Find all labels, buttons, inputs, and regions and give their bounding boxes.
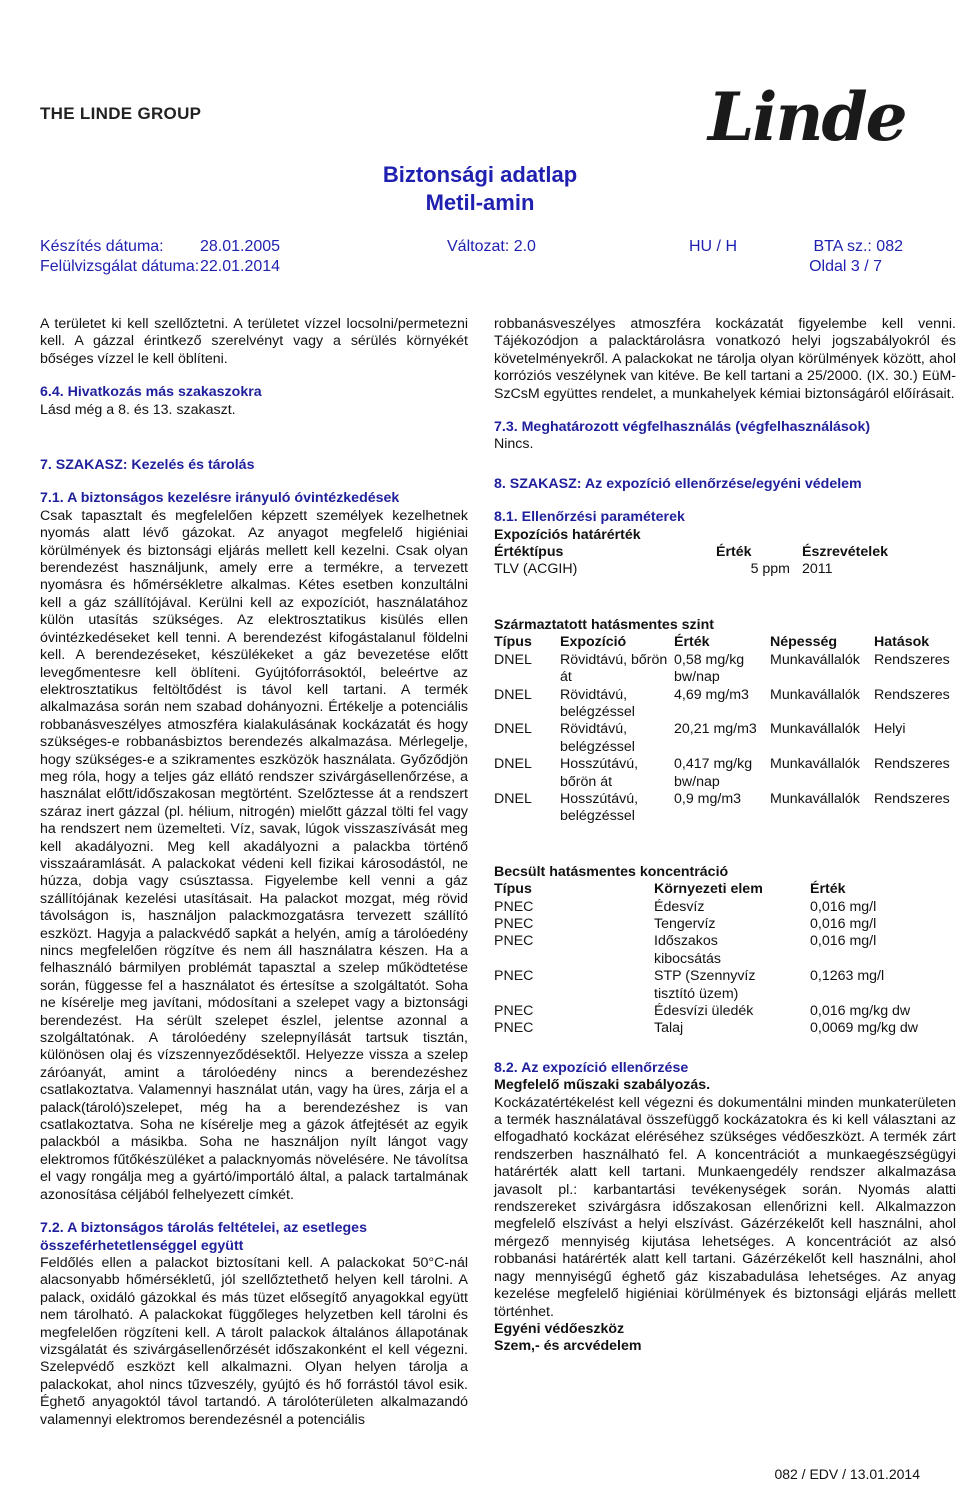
- dnel-table: [494, 634, 954, 825]
- page-number: Oldal 3 / 7: [809, 258, 882, 275]
- table-cell: 0,1263 mg/l: [810, 968, 885, 985]
- section-7-2-title: 7.2. A biztonságos tárolás feltételei, az esetleges összeférhetetlenséggel együtt: [40, 1220, 367, 1254]
- left-column: [40, 316, 468, 1429]
- version: Változat: 2.0: [447, 238, 536, 255]
- table-cell: Időszakos kibocsátás: [654, 933, 722, 967]
- table-header: Népesség: [770, 634, 838, 651]
- substance-name: Metil-amin: [425, 190, 535, 215]
- table-row: [494, 756, 954, 791]
- table-cell: 20,21 mg/m3: [674, 721, 757, 738]
- table-cell: 4,69 mg/m3: [674, 686, 749, 703]
- table-header: Típus: [494, 634, 532, 651]
- table-cell: PNEC: [494, 1003, 534, 1019]
- section-8-2-subtitle: Megfelelő műszaki szabályozás.: [494, 1077, 711, 1094]
- intro-paragraph: A területet ki kell szellőztetni. A területet vízzel locsolni/permetezni kell. A gázzal érintkező szerelvényt vagy a sérülés környékét bőséges vízzel le kell öblíteni.: [40, 316, 468, 367]
- table-cell: STP (Szennyvíz tisztító üzem): [654, 968, 756, 1002]
- section-7-3-text: Nincs.: [494, 436, 534, 453]
- table-cell: Munkavállalók: [770, 686, 860, 703]
- table-cell: Hosszútávú, belégzéssel: [560, 790, 639, 825]
- table-cell: 0,0069 mg/kg dw: [810, 1020, 919, 1037]
- table-cell: Hosszútávú, bőrön át: [560, 756, 639, 790]
- table-row: [494, 791, 954, 826]
- table-cell: Rendszeres: [874, 651, 950, 668]
- table-cell: PNEC: [494, 933, 534, 950]
- table-row: [494, 933, 954, 968]
- table-row: [494, 1020, 954, 1037]
- pnec-table: [494, 881, 954, 1038]
- table-cell: Édesvízi üledék: [654, 1003, 754, 1019]
- table-cell: PNEC: [494, 1020, 534, 1037]
- group-name: THE LINDE GROUP: [40, 104, 202, 123]
- section-8-2-title: 8.2. Az expozíció ellenőrzése: [494, 1059, 689, 1076]
- table-row: [494, 687, 954, 722]
- table-cell: Talaj: [654, 1020, 684, 1037]
- exposure-limit-title: Expozíciós határérték: [494, 526, 641, 543]
- table-cell: Munkavállalók: [770, 651, 860, 668]
- reviewed-date: 22.01.2014: [200, 258, 281, 275]
- table-row: [494, 652, 954, 687]
- table-cell: Rövidtávú, belégzéssel: [560, 721, 635, 755]
- section-8-title: 8. SZAKASZ: Az expozíció ellenőrzése/egyéni védelem: [494, 475, 862, 492]
- table-cell: 0,9 mg/m3: [674, 790, 742, 807]
- right-column: [494, 316, 956, 1356]
- section-6-4-title: 6.4. Hivatkozás más szakaszokra: [40, 384, 262, 401]
- table-row: [494, 721, 954, 756]
- exposure-limit-table: [494, 544, 914, 579]
- ppe-title: Egyéni védőeszköz: [494, 1320, 625, 1337]
- table-header: Észrevételek: [802, 544, 888, 561]
- table-cell: 0,417 mg/kg bw/nap: [674, 756, 753, 790]
- document-title: Biztonsági adatlap: [382, 162, 578, 187]
- section-7-3-title: 7.3. Meghatározott végfelhasználás (végfelhasználások): [494, 419, 871, 436]
- section-7-1-title: 7.1. A biztonságos kezelésre irányuló óvintézkedések: [40, 490, 400, 507]
- table-cell: Rendszeres: [874, 686, 950, 703]
- table-cell: 2011: [802, 561, 833, 578]
- table-header: Környezeti elem: [654, 881, 763, 898]
- table-cell: 5 ppm: [750, 561, 790, 578]
- table-header: Értéktípus: [494, 544, 564, 561]
- table-header: Expozíció: [560, 634, 627, 651]
- created-date: 28.01.2005: [200, 238, 281, 255]
- reviewed-label: Felülvizsgálat dátuma:: [40, 258, 200, 275]
- table-header: Érték: [674, 634, 710, 651]
- table-cell: Rendszeres: [874, 790, 950, 807]
- table-cell: DNEL: [494, 756, 532, 773]
- table-row: [494, 899, 954, 916]
- section-7-title: 7. SZAKASZ: Kezelés és tárolás: [40, 457, 255, 474]
- pnec-title: Becsült hatásmentes koncentráció: [494, 863, 729, 880]
- table-cell: Munkavállalók: [770, 721, 860, 738]
- table-cell: Rövidtávú, bőrön át: [560, 651, 668, 686]
- ppe-subtitle: Szem,- és arcvédelem: [494, 1338, 642, 1355]
- section-8-1-title: 8.1. Ellenőrzési paraméterek: [494, 509, 685, 526]
- section-8-2-text: Kockázatértékelést kell végezni és dokumentálni minden munkaterületen a termék használatával összefüggő kockázatokra és ki kell választani az elfogadható kockázat eléréséhez szükséges védőeszközt. A termék zárt rendszerben használható fel. A koncentrációt a munkaegészségügyi határérték alatt kell tartani. Munkaengedély rendszer alkalmazása javasolt pl.: karbantartási tevékenységek során. Nyomás alatti rendszereket szivárgásra időszakosan ellenőrizni kell. Alkalmazzon megfelelő elszívást a helyi elszívást. Gázérzékelőt kell használni, ahol mérgező mennyiség kijutása lehetséges. A koncentrációt az alsó robbanási határérték alatt kell tartani. Gázérzékelőt kell használni, ahol nagy mennyiségű éghető gáz kiszabadulása lehetséges. Az anyag kezelése megfelelő higiéniai körülmények és biztonsági eljárás mellett történhet.: [494, 1094, 956, 1320]
- table-cell: DNEL: [494, 790, 532, 807]
- table-cell: 0,016 mg/kg dw: [810, 1003, 911, 1019]
- section-7-2-continuation: robbanásveszélyes atmoszféra kockázatát figyelembe kell venni. Tájékozódjon a palacktárolásra vonatkozó helyi jogszabályokról és követelményekről. A palackokat ne tárolja olyan körülmények között, ahol korróziós veszélynek van kitéve. Be kell tartani a 25/2000. (IX. 30.) EüM-SzCsM együttes rendelet, a munkahelyek kémiai biztonságáról előírásait.: [494, 316, 956, 402]
- table-cell: Helyi: [874, 721, 906, 738]
- dnel-title: Származtatott hatásmentes szint: [494, 616, 714, 633]
- table-cell: 0,016 mg/l: [810, 915, 877, 932]
- table-cell: Tengervíz: [654, 915, 716, 932]
- table-row: [494, 916, 954, 933]
- table-cell: 0,016 mg/l: [810, 933, 877, 950]
- section-6-4-text: Lásd még a 8. és 13. szakaszt.: [40, 401, 236, 418]
- table-cell: Rendszeres: [874, 756, 950, 773]
- table-cell: DNEL: [494, 651, 532, 668]
- page-header: [0, 0, 960, 156]
- table-cell: TLV (ACGIH): [494, 561, 578, 578]
- table-cell: Rövidtávú, belégzéssel: [560, 686, 635, 720]
- table-cell: Munkavállalók: [770, 790, 860, 807]
- table-header: Érték: [810, 881, 846, 898]
- section-7-2-text: Feldőlés ellen a palackot biztosítani kell. A palackokat 50°C-nál alacsonyabb hőmérsékletű, jól szellőztethető helyen kell tárolni. A palack, oxidáló gázokkal és más tüzet elősegítő anyagokkal együtt nem tárolható. A palackokat függőleges helyzetben kell tárolni és megfelelően rögzíteni kell. A tárolt palackok általános állapotának vizsgálatát és szivárgásellenőrzését időszakonként el kell végezni. Szelepvédő eszközt kell alkalmazni. Olyan helyen tárolja a palackokat, ahol nincs tűzveszély, gyújtó és hő forrástól távol esik. Éghető anyagoktól távol tartandó. A tárolóterületen alkalmazandó valamennyi elektromos berendezésnél a potenciális: [40, 1254, 468, 1428]
- country-code: HU / H: [689, 238, 737, 255]
- table-cell: 0,016 mg/l: [810, 898, 877, 915]
- table-header: Típus: [494, 881, 532, 898]
- table-row: [494, 1003, 954, 1020]
- table-cell: 0,58 mg/kg bw/nap: [674, 651, 745, 686]
- table-cell: PNEC: [494, 898, 534, 915]
- table-cell: DNEL: [494, 721, 532, 738]
- table-header: Érték: [716, 544, 752, 561]
- table-cell: PNEC: [494, 915, 534, 932]
- section-7-1-text: Csak tapasztalt és megfelelően képzett személyek kezelhetnek nyomás alatt lévő gázokat. Az anyagot megfelelő higiéniai körülmények és biztonsági eljárás mellett kell kezelni. Csak olyan berendezést használjunk, amely erre a termékre, a tervezett nyomásra és hőmérsékletre alkalmas. Kétes esetben konzultálni kell a gáz szállítójával. Kerülni kell az expozíciót, használatához külön utasítás szükséges. Az elektrosztatikus kisülés ellen óvintézkedéseket kell tenni. A berendezést kifogástalanul földelni kell. A berendezéseket, készülékeket a gáz bevezetése előtt levegőmentesre kell öblíteni. Gyújtóforrásoktól, beleértve az elektrosztatikus feltöltődést is távol kell tartani. A termék alkalmazása során nem szabad dohányozni. Értékelje a potenciális robbanásveszélyes atmoszféra kialakulásának kockázatát és hogy szükséges-e robbanásbiztos berendezés alkalmazása. Mérlegelje, hogy szükséges-e a szikramentes eszközök használata. Győződjön meg róla, hogy a teljes gáz ellátó rendszer szivárgásellenőrzése, a használat előtt/időszakosan megtörtént. Szelőztesse át a rendszert száraz inert gázzal (pl. hélium, nitrogén) mielőtt gázzal tölti fel vagy ha rendszert nem üzemelteti. Víz, savak, lúgok visszaszívását meg kell akadályozni. Meg kell akadályozni a palackba történő visszaáramlását. A palackokat védeni kell fizikai károsodástól, ne húzza, dobja vagy csúsztassa. Figyelembe kell venni a gáz szállítójának kezelési utasításait. Ha palackot mozgat, még rövid távolságon is, használjon palackmozgatásra tervezett szállító eszközt. Hagyja a palackvédő sapkát a helyén, amíg a tárolóedény nincs megfelelően rögzítve és nem áll használatra készen. Ha a felhasználó bármilyen problémát tapasztal a szelep működtetése során, függesse fel a használatot és értesítse a szolgáltatót. Soha ne kísérelje meg javítani, módosítani a szelepet vagy a biztonsági berendezést. Ha sérült szelepet észlel, jelentse azonnal a szolgáltatónak. A tárolóedény szelepnyílását tartsuk tisztán, különösen olaj és vízszennyeződésektől. Helyezze vissza a szelep záróanyát, amint a tárolóedény nincs a berendezéshez csatlakoztatva. Valamennyi használat után, vagy ha üres, zárja el a palack(tároló)szelepet, még ha a berendezéshez is van csatlakoztatva. Soha ne kísérelje meg a gázok átfejtését az egyik palackból a másikba. Soha ne használjon nyílt lángot vagy elektromos fűtőkészüléket a palacknyomás növelésére. Ne távolítsa el vagy rongálja meg a gyártó/importáló által, a palack tartalmának azonosítása céljából felhelyezett címkét.: [40, 507, 468, 1203]
- table-header: Hatások: [874, 634, 930, 651]
- table-cell: Édesvíz: [654, 898, 705, 915]
- linde-logo: Linde: [708, 78, 906, 156]
- bta-number: BTA sz.: 082: [813, 238, 903, 255]
- table-cell: PNEC: [494, 968, 534, 985]
- created-label: Készítés dátuma:: [40, 238, 164, 255]
- table-row: [494, 968, 954, 1003]
- footer-code: 082 / EDV / 13.01.2014: [774, 1466, 920, 1482]
- table-cell: Munkavállalók: [770, 756, 860, 773]
- table-cell: DNEL: [494, 686, 532, 703]
